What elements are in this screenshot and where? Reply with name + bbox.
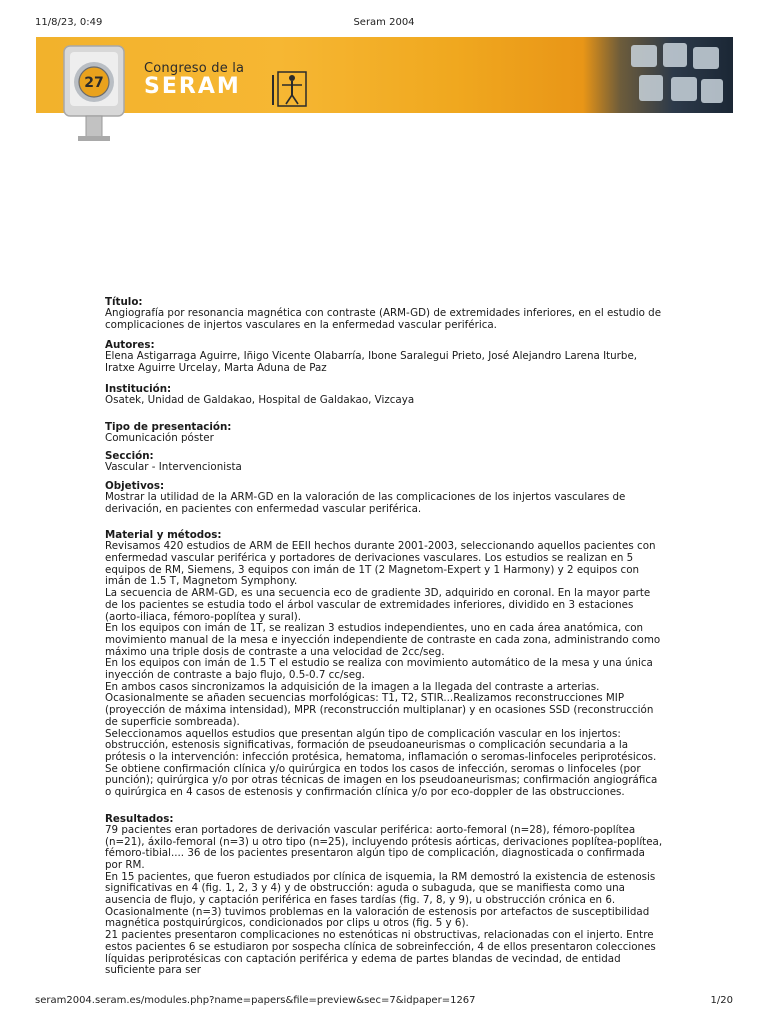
- section-resultados: [105, 813, 665, 977]
- resultados-paragraph: 21 pacientes presentaron complicaciones no estenóticas ni obstructivas, relacionadas con el injerto. Entre estos pacientes 6 se estudiaron por sospecha clínica de sobreinfección, 4 de ellos presentaron colecciones líquidas periprotésicas con captación periférica y edema de partes blandas de vecindad, de entidad suficiente para ser: [105, 929, 656, 977]
- seccion-label: Sección:: [105, 450, 154, 463]
- material-paragraph: En ambos casos sincronizamos la adquisición de la imagen a la llegada del contraste a arterias. Ocasionalmente se añaden secuencias morfológicas: T1, T2, STIR...Realizamos reconstrucciones MIP (proyección de máxima intensidad), MPR (reconstrucción multiplanar) y en ocasiones SSD (reconstrucción de superficie sombreada).: [105, 680, 654, 728]
- objetivos-label: Objetivos:: [105, 479, 165, 492]
- print-page-number: 1/20: [710, 995, 733, 1006]
- badge-number: 27: [84, 75, 104, 91]
- material-paragraph: Revisamos 420 estudios de ARM de EEII hechos durante 2001-2003, seleccionando aquellos pacientes con enfermedad vascular periférica y portadores de derivaciones vasculares. Los estudios se realizan en 5 equipos de RM, Siemens, 3 equipos con imán de 1T (2 Magnetom-Expert y 1 Harmony) y 2 equipos con imán de 1.5 T, Magnetom Symphony.: [105, 540, 656, 588]
- print-url: seram2004.seram.es/modules.php?name=papers&file=preview&sec=7&idpaper=1267: [35, 995, 476, 1006]
- institucion-text: Osatek, Unidad de Galdakao, Hospital de Galdakao, Vizcaya: [105, 393, 415, 406]
- section-objetivos: [105, 480, 665, 515]
- titulo-label: Título:: [105, 296, 143, 308]
- section-titulo: [105, 296, 665, 331]
- material-label: Material y métodos:: [105, 529, 222, 542]
- vitruvian-figure-icon: [277, 71, 307, 107]
- resultados-label: Resultados:: [105, 812, 174, 825]
- institucion-label: Institución:: [105, 382, 172, 395]
- resultados-paragraph: 79 pacientes eran portadores de derivación vascular periférica: aorto-femoral (n=28), fémoro-poplítea (n=21), áxilo-femoral (n=3) u otro tipo (n=25), incluyendo prótesis aórticas, derivaciones poplítea-poplítea, fémoro-tibial.... 36 de los pacientes presentaron algún tipo de complicación, diagnosticada o confirmada por RM.: [105, 823, 663, 871]
- material-paragraph: Se obtiene confirmación clínica y/o quirúrgica en todos los casos de infección, seromas o linfoceles (por punción); quirúrgica y/o por otras técnicas de imagen en los pseudoaneurismas; confirmación angiográfica o quirúrgica en 4 casos de estenosis y confirmación clínica y/o por eco-doppler de las obstrucciones.: [105, 762, 658, 799]
- objetivos-text: Mostrar la utilidad de la ARM-GD en la valoración de las complicaciones de los injertos vasculares de derivación, en pacientes con enfermedad vascular periférica.: [105, 490, 626, 515]
- titulo-text: Angiografía por resonancia magnética con contraste (ARM-GD) de extremidades inferiores, en el estudio de complicaciones de injertos vasculares en la enfermedad vascular periférica.: [105, 307, 662, 331]
- seccion-text: Vascular - Intervencionista: [105, 461, 242, 474]
- section-seccion: [105, 450, 665, 474]
- brand-text: [144, 61, 244, 99]
- section-institucion: [105, 383, 665, 407]
- resultados-paragraph: En 15 pacientes, que fueron estudiados por clínica de isquemia, la RM demostró la existencia de estenosis significativas en 4 (fig. 1, 2, 3 y 4) y de obstrucción: aguda o subaguda, que se manifiesta como una ausencia de flujo, y captación periférica en fases tardías (fig. 7, 8, y 9), u obstrucción crónica en 6. Ocasionalmente (n=3) tuvimos problemas en la valoración de estenosis por artefactos de susceptibilidad magnética postquirúrgicos, condicionados por clips u otros (fig. 5 y 6).: [105, 870, 656, 930]
- material-paragraph: En los equipos con imán de 1T, se realizan 3 estudios independientes, uno en cada área anatómica, con movimiento manual de la mesa e inyección independiente de contraste en cada zona, administrando como máximo una triple dosis de contraste a una velocidad de 2cc/seg.: [105, 622, 661, 658]
- print-footer: [0, 995, 768, 1034]
- xray-films-image: [583, 37, 733, 113]
- brand-line1: Congreso de la: [144, 61, 245, 76]
- print-datetime: 11/8/23, 0:49: [35, 17, 103, 28]
- print-page-title: Seram 2004: [353, 17, 415, 28]
- brand-divider: [272, 75, 274, 105]
- section-tipo: [105, 421, 665, 445]
- congress-logo-icon: [58, 42, 130, 142]
- material-paragraph: Seleccionamos aquellos estudios que presentan algún tipo de complicación vascular en los injertos: obstrucción, estenosis significativas, formación de pseudoaneurismas o complicación secundaria a la prótesis o la intervención: infección protésica, hematoma, inflamación o seromas-linfoceles periprotésicos.: [105, 727, 657, 763]
- autores-label: Autores:: [105, 339, 155, 352]
- material-paragraph: En los equipos con imán de 1.5 T el estudio se realiza con movimiento automático de la mesa y una única inyección de contraste a bajo flujo, 0.5-0.7 cc/seg.: [105, 657, 653, 682]
- autores-text: Elena Astigarraga Aguirre, Iñigo Vicente Olabarría, Ibone Saralegui Prieto, José Alejandro Larena Iturbe, Iratxe Aguirre Urcelay, Marta Aduna de Paz: [105, 350, 638, 375]
- article-content: [105, 296, 665, 985]
- seram-banner: [36, 37, 733, 113]
- material-paragraph: La secuencia de ARM-GD, es una secuencia eco de gradiente 3D, adquirido en coronal. En la mayor parte de los pacientes se estudia todo el árbol vascular de extremidades inferiores, dividido en 3 estaciones (aorto-iliaca, fémoro-poplítea y sural).: [105, 587, 651, 623]
- section-autores: [105, 339, 665, 374]
- section-material: [105, 529, 665, 798]
- brand-line2: SERAM: [144, 74, 241, 99]
- print-header: [0, 17, 768, 31]
- tipo-label: Tipo de presentación:: [105, 420, 232, 433]
- tipo-text: Comunicación póster: [105, 431, 214, 444]
